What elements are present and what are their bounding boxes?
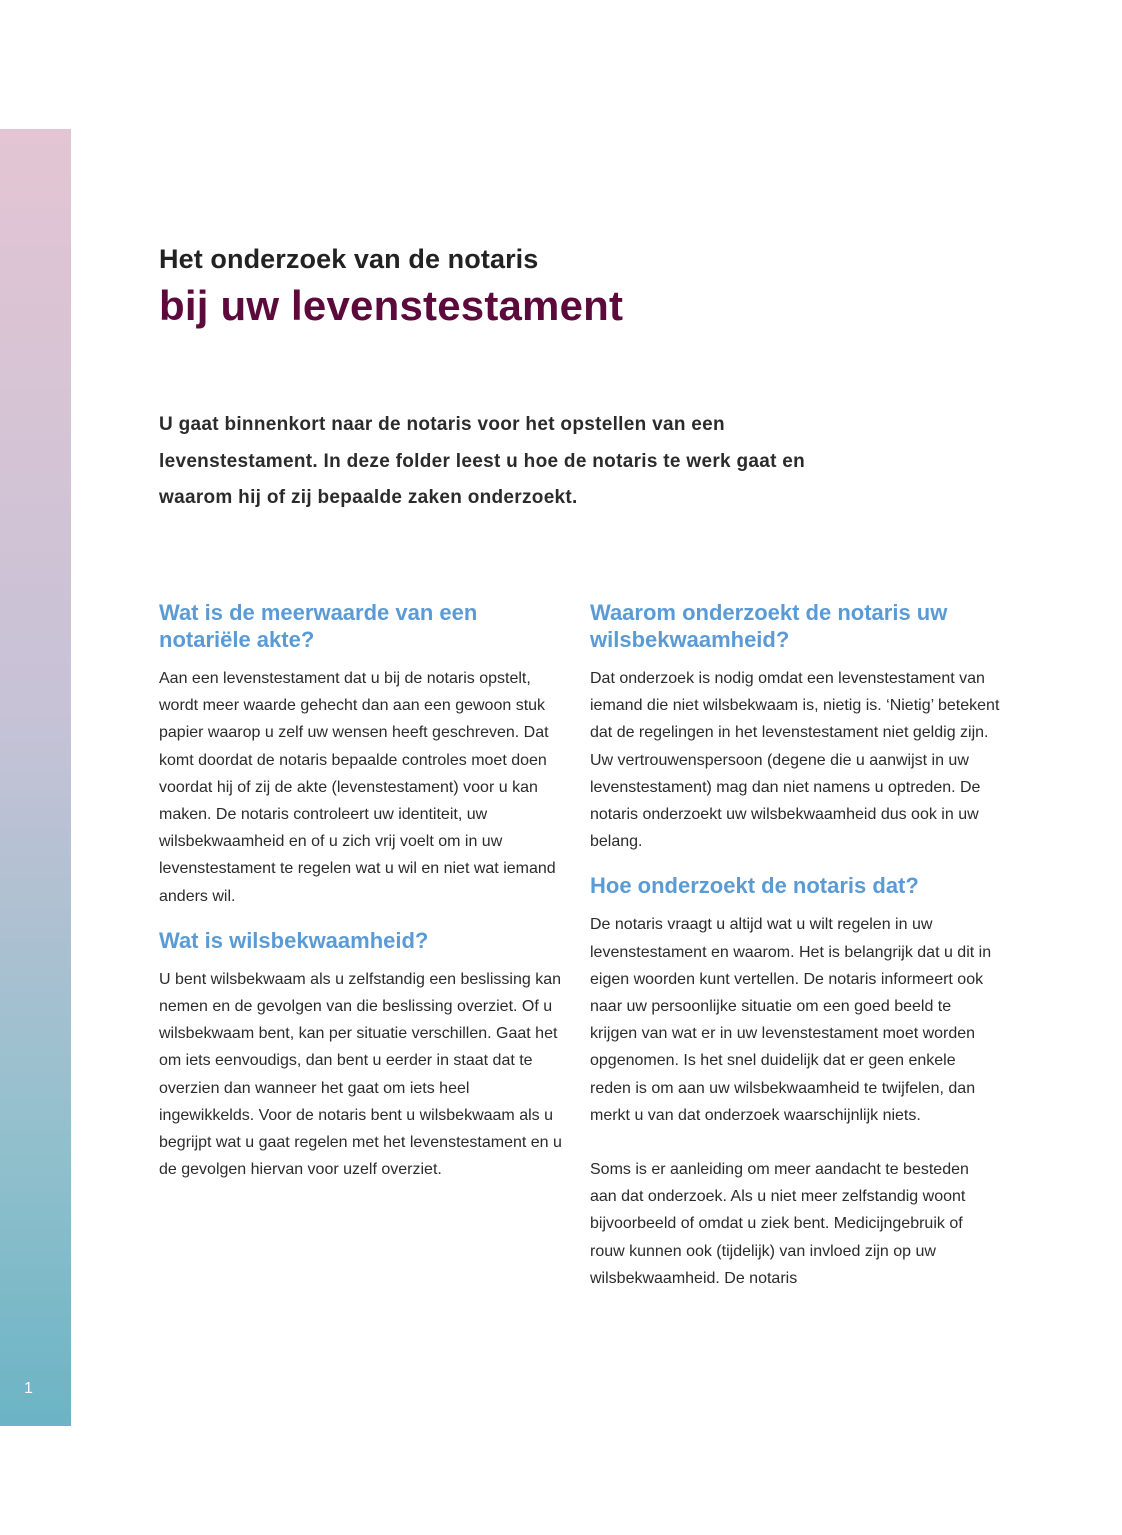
section-body-meerwaarde: Aan een levenstestament dat u bij de notaris opstelt, wordt meer waarde gehecht dan aan een gewoon stuk papier waarop u zelf uw wensen heeft geschreven. Dat komt doordat de notaris bepaalde controles moet doen voordat hij of zij de akte (levenstestament) voor u kan maken. De notaris controleert uw identiteit, uw wilsbekwaamheid en of u zich vrij voelt om in uw levenstestament te regelen wat u wil en niet wat iemand anders wil. <box>159 670 556 905</box>
page-number: 1 <box>24 1380 33 1397</box>
section-body-hoe-part1: De notaris vraagt u altijd wat u wilt regelen in uw levenstestament en waarom. Het is belangrijk dat u dit in eigen woorden kunt vertellen. De notaris informeert ook naar uw persoonlijke situatie om een goed beeld te krijgen van wat er in uw levenstestament moet worden opgenomen. Is het snel duidelijk dat er geen enkele reden is om aan uw wilsbekwaamheid te twijfelen, dan merkt u van dat onderzoek waarschijnlijk niets. <box>590 916 992 1124</box>
decorative-side-band <box>0 129 71 1426</box>
section-body-waarom: Dat onderzoek is nodig omdat een levenstestament van iemand die niet wilsbekwaam is, nietig is. ‘Nietig’ betekent dat de regelingen in het levenstestament niet geldig zijn. Uw vertrouwenspersoon (degene die u aanwijst in uw levenstestament) mag dan niet namens u optreden. De notaris onderzoekt uw wilsbekwaamheid dus ook in uw belang. <box>590 670 1000 851</box>
section-heading-meerwaarde: Wat is de meerwaarde van een notariële akte? <box>159 600 478 652</box>
left-column <box>159 599 569 1183</box>
intro-paragraph: U gaat binnenkort naar de notaris voor het opstellen van een levenstestament. In deze folder leest u hoe de notaris te werk gaat en waarom hij of zij bepaalde zaken onderzoekt. <box>159 414 806 508</box>
page-title: bij uw levenstestament <box>159 282 624 329</box>
page-subtitle: Het onderzoek van de notaris <box>159 244 539 274</box>
section-heading-waarom: Waarom onderzoekt de notaris uw wilsbekwaamheid? <box>590 600 948 652</box>
section-heading-wilsbekwaamheid: Wat is wilsbekwaamheid? <box>159 927 429 953</box>
section-heading-hoe: Hoe onderzoekt de notaris dat? <box>590 873 919 899</box>
right-column <box>590 599 1000 1292</box>
section-body-wilsbekwaamheid: U bent wilsbekwaam als u zelfstandig een beslissing kan nemen en de gevolgen van die beslissing overziet. Of u wilsbekwaam bent, kan per situatie verschillen. Gaat het om iets eenvoudigs, dan bent u eerder in staat dat te overzien dan wanneer het gaat om iets heel ingewikkelds. Voor de notaris bent u wilsbekwaam als u begrijpt wat u gaat regelen met het levenstestament en u de gevolgen hiervan voor uzelf overziet. <box>159 970 562 1179</box>
section-body-hoe-part2: Soms is er aanleiding om meer aandacht te besteden aan dat onderzoek. Als u niet meer zelfstandig woont bijvoorbeeld of omdat u ziek bent. Medicijngebruik of rouw kunnen ook (tijdelijk) van invloed zijn op uw wilsbekwaamheid. De notaris <box>590 1161 969 1287</box>
